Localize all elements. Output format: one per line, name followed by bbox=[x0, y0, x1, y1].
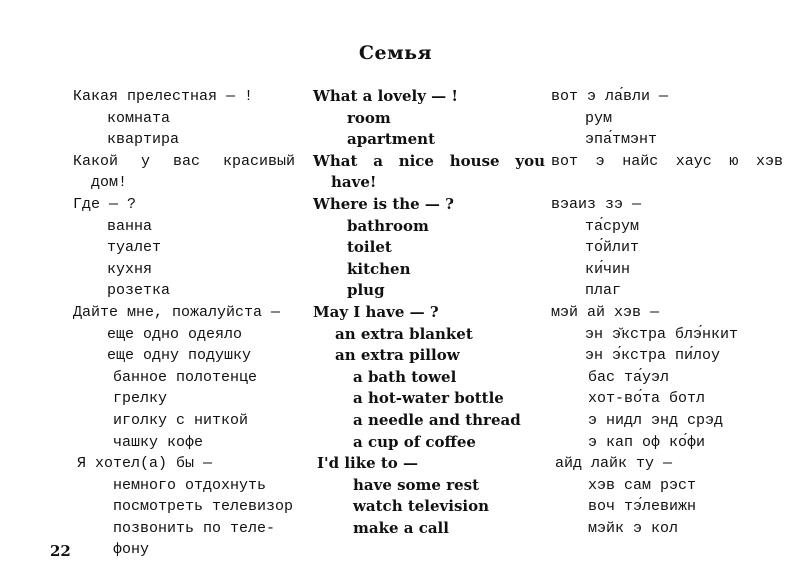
tr-line: воч тэ́левижн bbox=[588, 498, 697, 516]
tr-line: ки́чин bbox=[585, 260, 631, 278]
tr-line: э кап оф ко́фи bbox=[588, 433, 706, 451]
ru-line: фону bbox=[113, 541, 150, 559]
ru-line: квартира bbox=[107, 131, 180, 149]
tr-line: эпа́тмэнт bbox=[585, 131, 658, 149]
en-line: a cup of coffee bbox=[353, 432, 476, 451]
ru-line: ванна bbox=[107, 217, 153, 235]
page-number: 22 bbox=[50, 542, 71, 560]
en-line: Where is the — ? bbox=[313, 194, 454, 213]
ru-line: еще одну подушку bbox=[107, 347, 252, 365]
en-line: have some rest bbox=[353, 475, 480, 494]
tr-line: то́йлит bbox=[585, 239, 640, 257]
ru-line: позвонить по теле- bbox=[113, 519, 276, 537]
tr-line: рум bbox=[585, 109, 613, 127]
en-line: kitchen bbox=[347, 259, 411, 278]
en-line: What a lovely — ! bbox=[313, 87, 458, 105]
tr-line: та́срум bbox=[585, 217, 640, 235]
en-line: an extra blanket bbox=[335, 324, 473, 343]
ru-line: Дайте мне, пожалуйста — bbox=[73, 303, 281, 321]
tr-line: бас та́уэл bbox=[588, 368, 670, 386]
en-line: a hot-water bottle bbox=[353, 389, 504, 408]
ru-line: туалет bbox=[107, 239, 162, 257]
tr-line: плаг bbox=[585, 282, 622, 300]
ru-line: Где — ? bbox=[73, 195, 137, 213]
tr-line: мэйк э кол bbox=[588, 519, 679, 537]
en-line: an extra pillow bbox=[335, 346, 460, 365]
en-line: What a nice house you bbox=[313, 151, 545, 170]
en-line: toilet bbox=[347, 238, 392, 257]
ru-line: еще одно одеяло bbox=[107, 325, 243, 343]
tr-line: хот-во́та ботл bbox=[588, 390, 706, 408]
tr-line: вэаиз зэ — bbox=[551, 195, 642, 213]
ru-line: Какой у вас красивый bbox=[73, 152, 295, 170]
russian-column bbox=[73, 86, 295, 561]
en-line: plug bbox=[347, 281, 385, 300]
tr-line bbox=[551, 172, 783, 194]
en-line: May I have — ? bbox=[313, 302, 439, 321]
ru-line: кухня bbox=[107, 260, 153, 278]
tr-line: вот э ла́вли — bbox=[551, 88, 669, 105]
ru-line: Я хотел(а) бы — bbox=[77, 455, 213, 473]
english-column bbox=[313, 86, 545, 539]
tr-line: вот э найс хаус ю хэв bbox=[551, 152, 783, 170]
en-line: make a call bbox=[353, 518, 449, 537]
tr-line: э нидл энд срэд bbox=[588, 411, 724, 429]
page-title: Семья bbox=[358, 42, 433, 64]
en-line: room bbox=[347, 108, 391, 127]
ru-line: чашку кофе bbox=[113, 433, 204, 451]
ru-line: розетка bbox=[107, 282, 171, 300]
ru-line: немного отдохнуть bbox=[113, 476, 267, 494]
en-line: have! bbox=[331, 173, 377, 192]
en-line: a needle and thread bbox=[353, 410, 521, 429]
transcription-column bbox=[551, 86, 783, 539]
ru-line: банное полотенце bbox=[113, 368, 258, 386]
tr-line: эн э̆кстра блэ́нкит bbox=[585, 325, 739, 343]
en-line: I'd like to — bbox=[317, 454, 419, 473]
ru-line: комната bbox=[107, 109, 171, 127]
tr-line: мэй ай хэв — bbox=[551, 303, 660, 321]
tr-line: айд лайк ту — bbox=[555, 455, 673, 473]
en-line: apartment bbox=[347, 130, 436, 149]
ru-line: посмотреть телевизор bbox=[113, 498, 294, 516]
en-line: watch television bbox=[353, 497, 490, 516]
ru-line: грелку bbox=[113, 390, 168, 408]
en-line: bathroom bbox=[347, 216, 429, 235]
ru-line: дом! bbox=[91, 174, 128, 192]
en-line: a bath towel bbox=[353, 367, 457, 386]
tr-line: эн э́кстра пи́лоу bbox=[585, 347, 721, 365]
ru-line: иголку с ниткой bbox=[113, 411, 249, 429]
tr-line: хэв сам рэст bbox=[588, 476, 697, 494]
ru-line: Какая прелестная — ! bbox=[73, 88, 254, 105]
